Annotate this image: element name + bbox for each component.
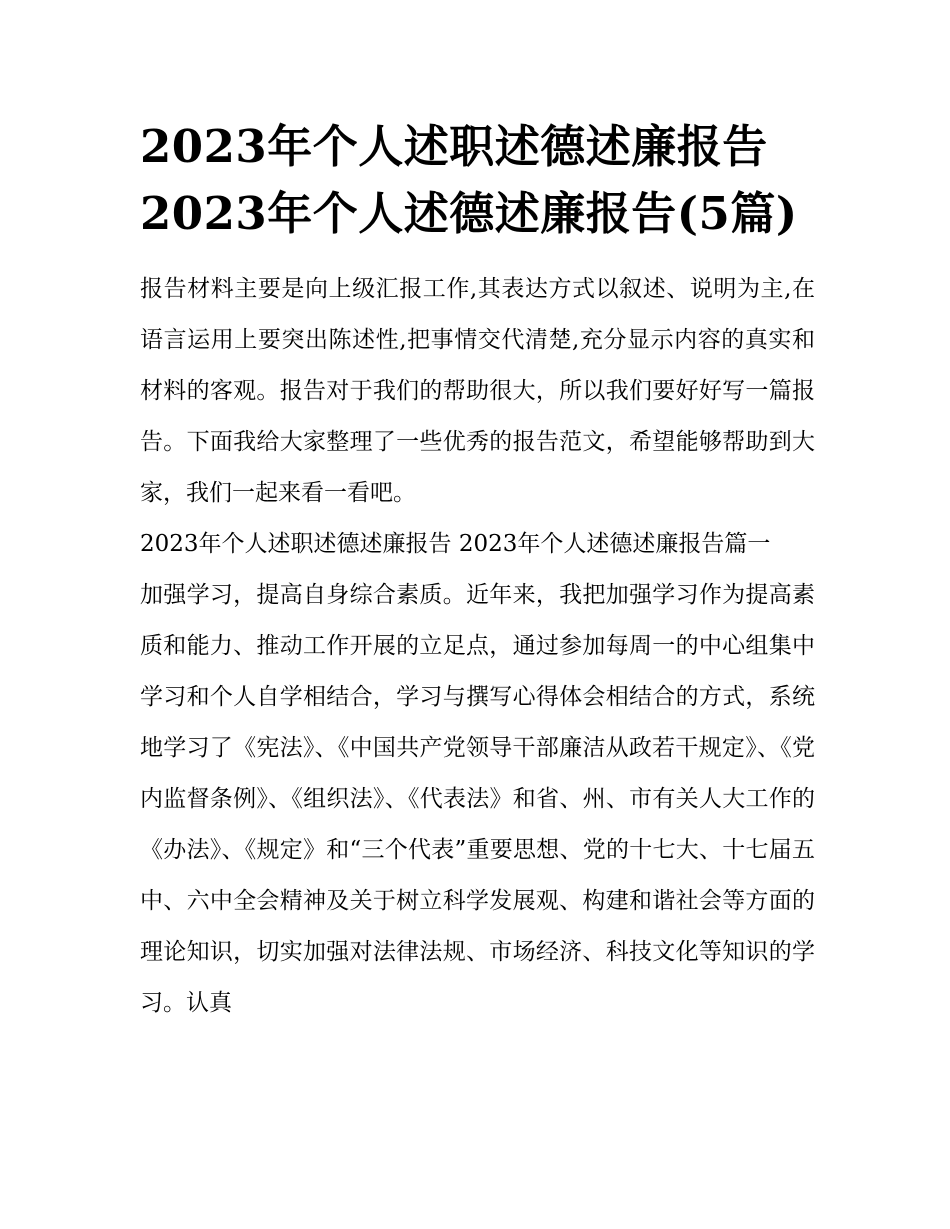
document-content: [140, 113, 815, 1029]
section-heading: 2023年个人述职述德述廉报告 2023年个人述德述廉报告篇一: [140, 531, 771, 557]
document-title: 2023年个人述职述德述廉报告 2023年个人述德述廉报告(5篇): [140, 120, 798, 240]
intro-paragraph: 报告材料主要是向上级汇报工作,其表达方式以叙述、说明为主,在语言运用上要突出陈述性,把事情交代清楚,充分显示内容的真实和材料的客观。报告对于我们的帮助很大，所以我们要好好写一篇报告。下面我给大家整理了一些优秀的报告范文，希望能够帮助到大家，我们一起来看一看吧。: [140, 276, 815, 506]
body-paragraph: 加强学习，提高自身综合素质。近年来，我把加强学习作为提高素质和能力、推动工作开展的立足点，通过参加每周一的中心组集中学习和个人自学相结合，学习与撰写心得体会相结合的方式，系统地学习了《宪法》、《中国共产党领导干部廉洁从政若干规定》、《党内监督条例》、《组织法》、《代表法》和省、州、市有关人大工作的《办法》、《规定》和“三个代表”重要思想、党的十七大、十七届五中、六中全会精神及关于树立科学发展观、构建和谐社会等方面的理论知识，切实加强对法律法规、市场经济、科技文化等知识的学习。认真: [140, 582, 815, 1016]
